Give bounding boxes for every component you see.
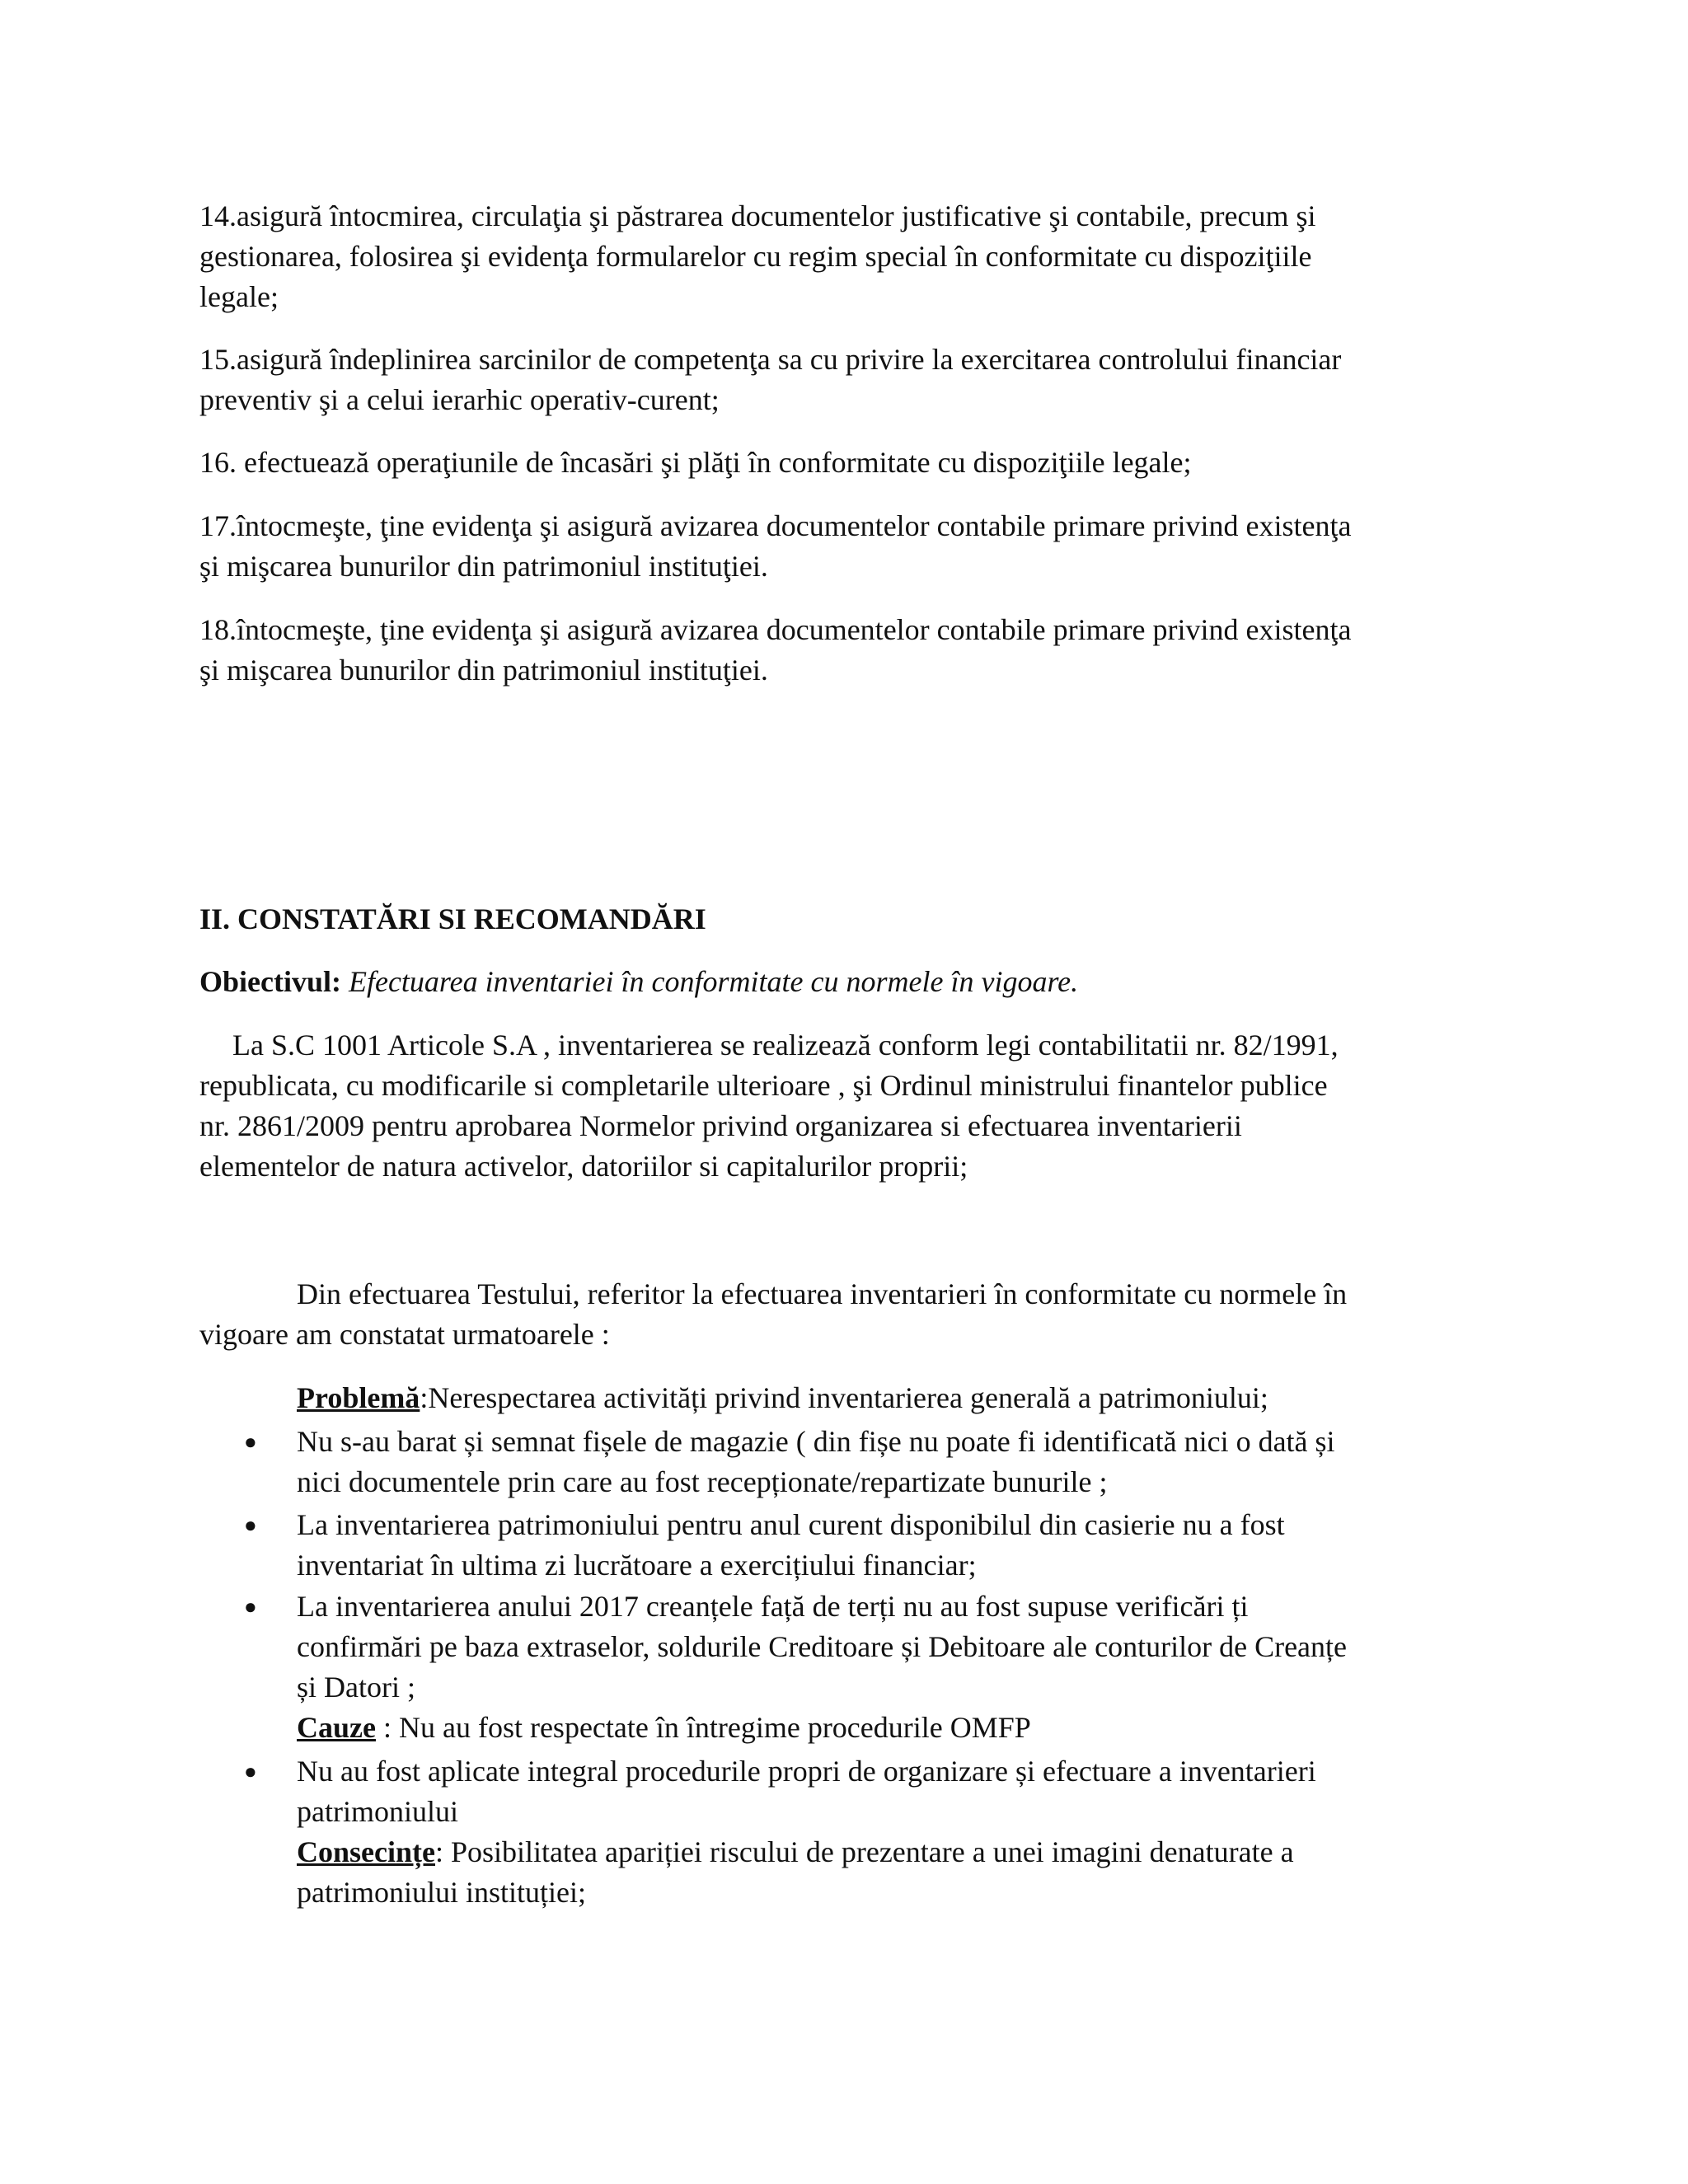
item-15-line1: 15.asigură îndeplinirea sarcinilor de competenţa sa cu privire la exercitarea controlului financiar (199, 343, 1342, 376)
consequences-line2: patrimoniului instituției; (297, 1876, 586, 1909)
consequences-label: Consecințe (297, 1835, 435, 1868)
intro-line4: elementelor de natura activelor, datoriilor si capitalurilor proprii; (199, 1150, 968, 1183)
item-14-line3: legale; (199, 280, 279, 313)
bullet-1-line1: Nu s-au barat și semnat fișele de magazie ( din fișe nu poate fi identificată nici o dată și (297, 1425, 1335, 1458)
section-title: II. CONSTATĂRI SI RECOMANDĂRI (199, 902, 706, 935)
bullet-4-line2: patrimoniului (297, 1795, 458, 1828)
item-15-line2: preventiv şi a celui ierarhic operativ-curent; (199, 383, 720, 416)
item-16 (199, 443, 1469, 483)
objective-label: Obiectivul: (199, 965, 341, 998)
cause-line (297, 1708, 1475, 1748)
item-16-line1: 16. efectuează operaţiunile de încasări şi plăţi în conformitate cu dispoziţiile legale; (199, 446, 1192, 479)
bullet-2-line1: La inventarierea patrimoniului pentru anul curent disponibilul din casierie nu a fost (297, 1508, 1285, 1541)
bullet-3-line3: și Datori ; (297, 1671, 415, 1704)
consequences-text: : Posibilitatea apariției riscului de prezentare a unei imagini denaturate a (434, 1835, 1294, 1868)
test-line2: vigoare am constatat urmatoarele : (199, 1318, 610, 1351)
objective-text: Efectuarea inventariei în conformitate cu normele în vigoare. (348, 965, 1079, 998)
objective-line (199, 962, 1469, 1002)
item-14-line1: 14.asigură întocmirea, circulaţia şi păstrarea documentelor justificative şi contabile, precum şi (199, 199, 1316, 232)
bullet-item-1 (297, 1422, 1475, 1502)
test-paragraph (199, 1274, 1469, 1355)
bullet-2-line2: inventariat în ultima zi lucrătoare a exercițiului financiar; (297, 1549, 977, 1582)
bullet-3-line2: confirmări pe baza extraselor, soldurile Creditoare și Debitoare ale conturilor de Creanțe (297, 1630, 1348, 1663)
cause-label: Cauze (297, 1711, 376, 1744)
bullet-1-line2: nici documentele prin care au fost recepționate/repartizate bunurile ; (297, 1465, 1108, 1498)
bullet-icon: ● (244, 1430, 257, 1454)
problem-text: :Nerespectarea activități privind inventarierea generală a patrimoniului; (420, 1381, 1268, 1414)
intro-line1: La S.C 1001 Articole S.A , inventarierea se realizează conform legi contabilitatii nr. 82/1991, (232, 1029, 1339, 1062)
problem-label: Problemă (297, 1381, 420, 1414)
bullet-item-3 (297, 1586, 1475, 1748)
item-18-line1: 18.întocmeşte, ţine evidenţa şi asigură avizarea documentelor contabile primare privind existenţa (199, 613, 1352, 646)
bullet-item-4 (297, 1751, 1475, 1913)
item-18 (199, 610, 1469, 691)
intro-line2: republicata, cu modificarile si completarile ulterioare , şi Ordinul ministrului finantelor publice (199, 1069, 1328, 1102)
bullet-icon: ● (244, 1513, 257, 1537)
consequences-line (297, 1832, 1475, 1872)
item-15 (199, 340, 1469, 420)
bullet-3-line1: La inventarierea anului 2017 creanțele față de terți nu au fost supuse verificări ți (297, 1590, 1249, 1623)
intro-paragraph (199, 1025, 1469, 1187)
intro-line3: nr. 2861/2009 pentru aprobarea Normelor privind organizarea si efectuarea inventarierii (199, 1109, 1242, 1142)
item-17-line1: 17.întocmeşte, ţine evidenţa şi asigură avizarea documentelor contabile primare privind existenţa (199, 509, 1352, 542)
bullet-icon: ● (244, 1595, 257, 1619)
problem-line (297, 1378, 1475, 1418)
item-18-line2: şi mişcarea bunurilor din patrimoniul instituţiei. (199, 654, 768, 687)
item-17-line2: şi mişcarea bunurilor din patrimoniul instituţiei. (199, 550, 768, 583)
item-17 (199, 506, 1469, 587)
item-14-line2: gestionarea, folosirea şi evidenţa formularelor cu regim special în conformitate cu dispoziţiile (199, 240, 1312, 273)
cause-text: : Nu au fost respectate în întregime procedurile OMFP (375, 1711, 1031, 1744)
bullet-item-2 (297, 1505, 1475, 1586)
test-line1: Din efectuarea Testului, referitor la efectuarea inventarieri în conformitate cu normele în (297, 1277, 1348, 1310)
bullet-4-line1: Nu au fost aplicate integral procedurile propri de organizare și efectuare a inventarieri (297, 1755, 1316, 1788)
item-14 (199, 196, 1469, 317)
bullet-icon: ● (244, 1760, 257, 1783)
